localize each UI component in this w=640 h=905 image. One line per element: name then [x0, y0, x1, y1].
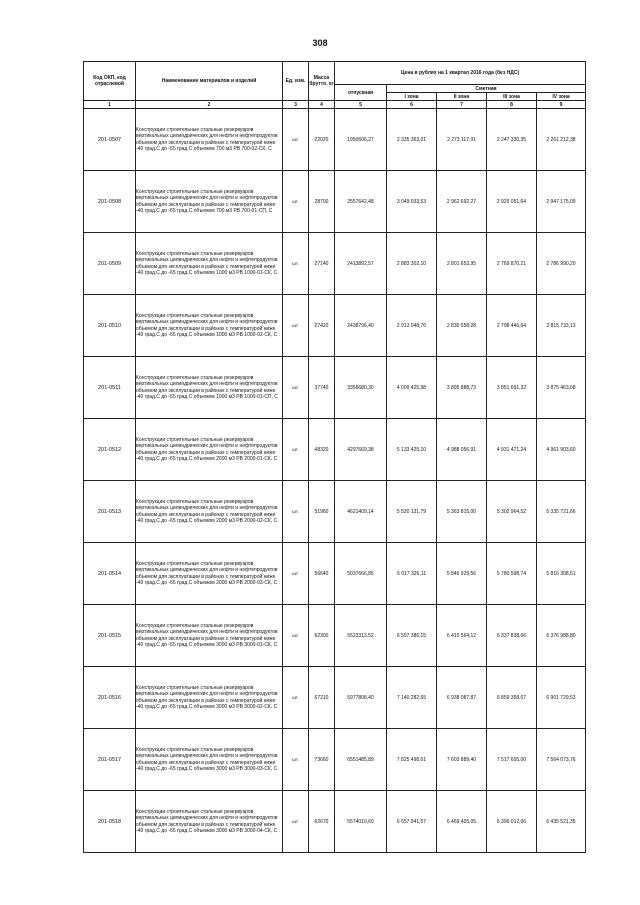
item-name: Конструкции строительные стальные резервуаров вертикальных цилиндрических для нефти и нефтепродуктов объемом для эксплуатации в районах с температурой ниже -40 град.С до -65 град.С объемом 2000 м3 РВ 2000-01-СК, С	[136, 419, 283, 481]
price-wholesale: 2438796,40	[335, 295, 387, 357]
item-mass: 73660	[309, 729, 335, 791]
table-row	[84, 109, 586, 171]
price-wholesale: 6551485,89	[335, 729, 387, 791]
price-zone-4: 6 901 729,53	[537, 667, 586, 729]
header-wholesale: отпускная	[335, 85, 387, 101]
item-code: 201-0514	[84, 543, 136, 605]
header-unit: Ед. изм.	[283, 62, 309, 101]
item-mass: 37740	[309, 357, 335, 419]
table-row	[84, 357, 586, 419]
price-zone-2: 2 830 558,28	[437, 295, 487, 357]
item-code: 201-0507	[84, 109, 136, 171]
header-zone-2: II зона	[437, 93, 487, 101]
price-zone-4: 4 961 903,60	[537, 419, 586, 481]
price-zone-3: 4 931 471,24	[487, 419, 537, 481]
table-header	[84, 62, 586, 109]
price-zone-1: 7 140 282,65	[387, 667, 437, 729]
price-zone-4: 6 435 521,35	[537, 791, 586, 853]
price-zone-1: 2 913 048,76	[387, 295, 437, 357]
table-row	[84, 233, 586, 295]
price-zone-1: 2 335 363,01	[387, 109, 437, 171]
price-wholesale: 2413892,57	[335, 233, 387, 295]
price-wholesale: 2557642,48	[335, 171, 387, 233]
table-row	[84, 295, 586, 357]
item-mass: 28700	[309, 171, 335, 233]
item-code: 201-0510	[84, 295, 136, 357]
price-zone-2: 4 988 056,91	[437, 419, 487, 481]
price-zone-1: 7 825 498,61	[387, 729, 437, 791]
price-zone-2: 5 846 929,56	[437, 543, 487, 605]
header-price-group: Цена в рублях на 1 квартал 2016 года (без НДС)	[335, 62, 586, 85]
price-zone-2: 3 895 888,73	[437, 357, 487, 419]
header-zone-1: I зона	[387, 93, 437, 101]
item-mass: 62670	[309, 791, 335, 853]
price-zone-2: 2 801 653,95	[437, 233, 487, 295]
price-zone-3: 5 780 598,74	[487, 543, 537, 605]
item-unit: шт.	[283, 667, 309, 729]
column-number: 9	[537, 101, 586, 109]
item-name: Конструкции строительные стальные резервуаров вертикальных цилиндрических для нефти и нефтепродуктов объемом для эксплуатации в районах с температурой ниже -40 град.С до -65 град.С объемом 3000 м3 РВ 3000-04-СК, С	[136, 791, 283, 853]
price-wholesale: 1950606,27	[335, 109, 387, 171]
item-name: Конструкции строительные стальные резервуаров вертикальных цилиндрических для нефти и нефтепродуктов объемом для эксплуатации в районах с температурой ниже -40 град.С до -65 град.С объемом 1000 м3 РВ 1000-01-СП, С	[136, 357, 283, 419]
price-zone-2: 7 603 889,40	[437, 729, 487, 791]
column-number: 4	[309, 101, 335, 109]
price-wholesale: 4297669,38	[335, 419, 387, 481]
header-code: Код ОКП, код отраслевой	[84, 62, 136, 101]
price-wholesale: 5037666,85	[335, 543, 387, 605]
table-row	[84, 729, 586, 791]
price-zone-4: 2 786 990,20	[537, 233, 586, 295]
page-number: 308	[312, 38, 328, 48]
header-name: Наименование материалов и изделий	[136, 62, 283, 101]
item-code: 201-0513	[84, 481, 136, 543]
item-code: 201-0515	[84, 605, 136, 667]
item-code: 201-0508	[84, 171, 136, 233]
item-code: 201-0509	[84, 233, 136, 295]
item-name: Конструкции строительные стальные резервуаров вертикальных цилиндрических для нефти и нефтепродуктов объемом для эксплуатации в районах с температурой ниже -40 град.С до -65 град.С объемом 3000 м3 РВ 3000-02-СК, С	[136, 667, 283, 729]
price-zone-1: 6 017 326,11	[387, 543, 437, 605]
price-zone-1: 6 657 941,57	[387, 791, 437, 853]
price-zone-3: 7 517 605,00	[487, 729, 537, 791]
price-zone-4: 5 335 721,66	[537, 481, 586, 543]
price-zone-4: 7 564 073,76	[537, 729, 586, 791]
item-code: 201-0518	[84, 791, 136, 853]
item-name: Конструкции строительные стальные резервуаров вертикальных цилиндрических для нефти и нефтепродуктов объемом для эксплуатации в районах с температурой ниже -40 град.С до -65 град.С объемом 1000 м3 РВ 1000-01-СК, С	[136, 233, 283, 295]
item-name: Конструкции строительные стальные резервуаров вертикальных цилиндрических для нефти и нефтепродуктов объемом для эксплуатации в районах с температурой ниже -40 град.С до -65 град.С объемом 2000 м3 РВ 2000-03-СК, С	[136, 543, 283, 605]
table-body	[84, 109, 586, 853]
item-unit: шт.	[283, 233, 309, 295]
header-mass: Масса брутто, кг	[309, 62, 335, 101]
price-zone-3: 6 859 358,07	[487, 667, 537, 729]
price-zone-4: 5 816 308,51	[537, 543, 586, 605]
item-code: 201-0511	[84, 357, 136, 419]
item-code: 201-0516	[84, 667, 136, 729]
header-estimate: Сметная	[387, 85, 586, 93]
item-mass: 67210	[309, 667, 335, 729]
item-unit: шт.	[283, 791, 309, 853]
item-mass: 22020	[309, 109, 335, 171]
item-name: Конструкции строительные стальные резервуаров вертикальных цилиндрических для нефти и нефтепродуктов объемом для эксплуатации в районах с температурой ниже -40 град.С до -65 град.С объемом 700 м3 РВ 700-02-СК, С	[136, 109, 283, 171]
column-number: 7	[437, 101, 487, 109]
table-row	[84, 605, 586, 667]
table-row	[84, 481, 586, 543]
price-zone-3: 2 798 446,64	[487, 295, 537, 357]
item-mass: 62300	[309, 605, 335, 667]
item-name: Конструкции строительные стальные резервуаров вертикальных цилиндрических для нефти и нефтепродуктов объемом для эксплуатации в районах с температурой ниже -40 град.С до -65 град.С объемом 1000 м3 РВ 1000-02-СК, С	[136, 295, 283, 357]
price-zone-2: 2 962 692,27	[437, 171, 487, 233]
price-zone-3: 3 851 691,32	[487, 357, 537, 419]
column-number: 1	[84, 101, 136, 109]
price-wholesale: 3356680,30	[335, 357, 387, 419]
column-number: 3	[283, 101, 309, 109]
item-mass: 27140	[309, 233, 335, 295]
price-table	[83, 61, 586, 853]
item-name: Конструкции строительные стальные резервуаров вертикальных цилиндрических для нефти и нефтепродуктов объемом для эксплуатации в районах с температурой ниже -40 град.С до -65 град.С объемом 3000 м3 РВ 3000-03-СК, С	[136, 729, 283, 791]
price-zone-1: 5 133 425,10	[387, 419, 437, 481]
table-row	[84, 419, 586, 481]
item-name: Конструкции строительные стальные резервуаров вертикальных цилиндрических для нефти и нефтепродуктов объемом для эксплуатации в районах с температурой ниже -40 град.С до -65 град.С объемом 3000 м3 РВ 3000-01-СК, С	[136, 605, 283, 667]
table-row	[84, 171, 586, 233]
table-row	[84, 791, 586, 853]
item-unit: шт.	[283, 295, 309, 357]
price-zone-1: 3 049 033,53	[387, 171, 437, 233]
item-unit: шт.	[283, 481, 309, 543]
header-zone-3: III зона	[487, 93, 537, 101]
item-name: Конструкции строительные стальные резервуаров вертикальных цилиндрических для нефти и нефтепродуктов объемом для эксплуатации в районах с температурой ниже -40 град.С до -65 град.С объемом 2000 м3 РВ 2000-02-СК, С	[136, 481, 283, 543]
price-zone-4: 6 376 988,80	[537, 605, 586, 667]
item-unit: шт.	[283, 109, 309, 171]
price-zone-4: 2 947 175,09	[537, 171, 586, 233]
item-mass: 27420	[309, 295, 335, 357]
price-zone-3: 6 396 012,06	[487, 791, 537, 853]
price-zone-2: 6 410 564,12	[437, 605, 487, 667]
item-unit: шт.	[283, 605, 309, 667]
price-wholesale: 5977808,40	[335, 667, 387, 729]
item-code: 201-0517	[84, 729, 136, 791]
price-wholesale: 4621409,14	[335, 481, 387, 543]
price-zone-3: 6 337 838,66	[487, 605, 537, 667]
item-mass: 48320	[309, 419, 335, 481]
item-mass: 51960	[309, 481, 335, 543]
header-zone-4: IV зона	[537, 93, 586, 101]
column-number: 8	[487, 101, 537, 109]
item-mass: 56640	[309, 543, 335, 605]
price-wholesale: 5523313,52	[335, 605, 387, 667]
price-zone-2: 2 273 117,91	[437, 109, 487, 171]
item-unit: шт.	[283, 357, 309, 419]
price-zone-4: 2 261 212,38	[537, 109, 586, 171]
column-number: 5	[335, 101, 387, 109]
item-unit: шт.	[283, 171, 309, 233]
price-zone-4: 3 875 463,68	[537, 357, 586, 419]
table-row	[84, 543, 586, 605]
column-number: 2	[136, 101, 283, 109]
item-unit: шт.	[283, 419, 309, 481]
price-zone-2: 6 469 405,05	[437, 791, 487, 853]
price-zone-2: 5 363 815,00	[437, 481, 487, 543]
price-zone-3: 2 247 330,35	[487, 109, 537, 171]
table-row	[84, 667, 586, 729]
column-number: 6	[387, 101, 437, 109]
price-zone-2: 6 938 087,87	[437, 667, 487, 729]
price-zone-3: 2 769 870,21	[487, 233, 537, 295]
price-zone-1: 5 520 131,79	[387, 481, 437, 543]
price-zone-1: 6 597 386,15	[387, 605, 437, 667]
price-wholesale: 5574010,60	[335, 791, 387, 853]
item-unit: шт.	[283, 729, 309, 791]
price-zone-4: 2 815 733,13	[537, 295, 586, 357]
item-code: 201-0512	[84, 419, 136, 481]
price-zone-1: 2 883 302,10	[387, 233, 437, 295]
item-name: Конструкции строительные стальные резервуаров вертикальных цилиндрических для нефти и нефтепродуктов объемом для эксплуатации в районах с температурой ниже -40 град.С до -65 град.С объемом 700 м3 РВ 700-01-СП, С	[136, 171, 283, 233]
price-zone-3: 5 302 964,52	[487, 481, 537, 543]
price-zone-1: 4 009 425,98	[387, 357, 437, 419]
item-unit: шт.	[283, 543, 309, 605]
price-zone-3: 2 929 051,64	[487, 171, 537, 233]
